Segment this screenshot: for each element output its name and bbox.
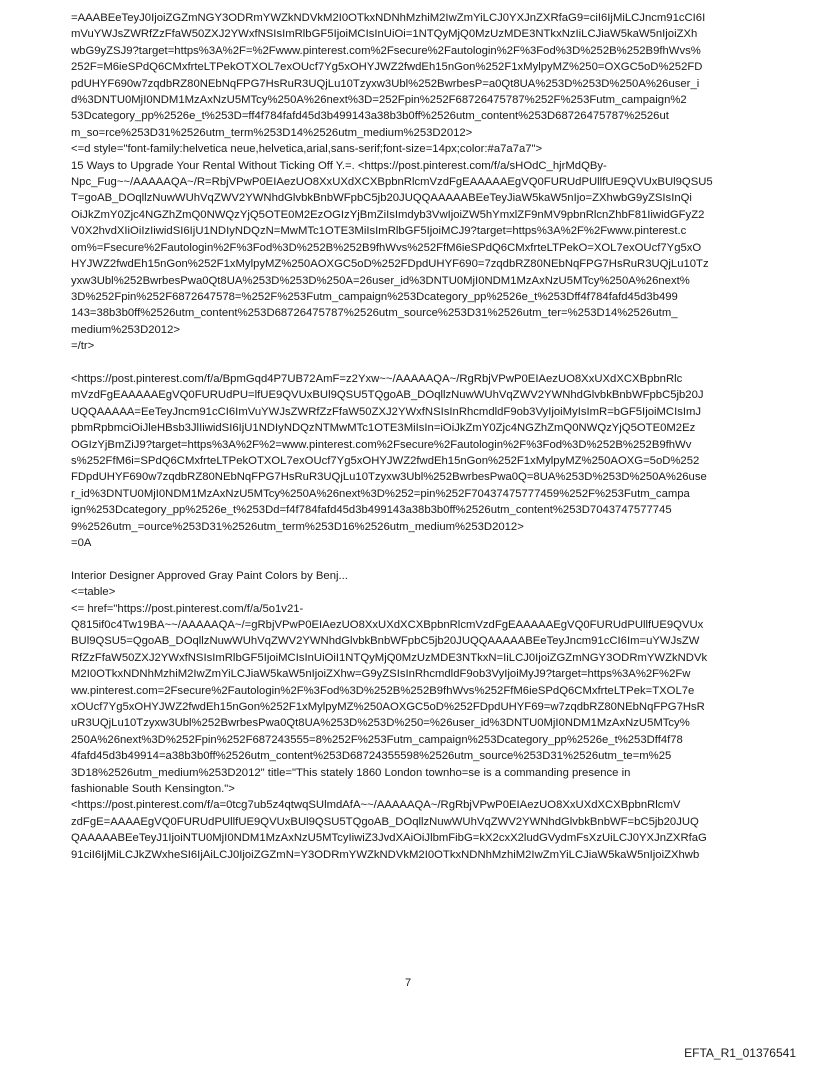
blank-line: [71, 551, 747, 567]
email-source-paragraph-2: <https://post.pinterest.com/f/a/BpmGqd4P7UB72AmF=z2Yxw~~/AAAAAQA~/RgRbjVPwP0EIAezUO8XxUXdXCXBpbnRlc mVzdFgEAAAAAEgVQ0FURUdPU=lfUE9QVUxBUl9QSU5TQgoAB_DOqllzNuwWUhVqZWV2YWNhdGlvbkBnbWFpbC5jb20J UQQAAAAA=EeTeyJncm91cCI6ImVuYWJsZWRfZzFfaW50ZXJ2YWxfNSIsInRhcmdldF9ob3VyIjoiMyIsImR=bGF5IjoiMCIsImJ pbmRpbmciOiJleHBsb3JlIiwidSI6IjU1NDIyNDQzNTMwMTc1OTE3MiIsIn=iOiJkZmY0Zjc4NGZhZmQ0NWQzYjQ5OTE0M2Ez OGIzYjBmZiJ9?target=https%3A%2F%2=www.pinterest.com%2Fsecure%2Fautologin%2F%3Fod%3D%252B%252B9fhWv s%252FfM6i=SPdQ6CMxfrteLTPekOTXOL7exOUcf7Yg5xOHYJWZ2fwdEh15nGon%252F1xMylpyMZ%250AOXG=5oD%252 FDpdUHYF690w7zqdbRZ80NEbNqFPG7HsRuR3UQjLu10Tzyxw3Ubl%252BwrbesPwa0Q=8UA%253D%253D%250A%26use r_id%3DNTU0MjI0NDM1MzAxNzU5MTcy%250A%26next%3D%252=pin%252F70437475777459%252F%253Futm_campa ign%253Dcategory_pp%2526e_t%253Dd=f4f784fafd45d3b499143a38b3b0ff%2526utm_content%253D7043747577745 9%2526utm_=ource%253D31%2526utm_term%253D16%2526utm_medium%253D2012> =0A: [71, 372, 707, 549]
page-number: 7: [404, 977, 412, 989]
document-body: [71, 10, 747, 863]
email-source-paragraph-3: Interior Designer Approved Gray Paint Colors by Benj... <=table> <= href="https://post.pinterest.com/f/a/5o1v21- Q815if0c4Tw19BA~~/AAAAAQA~/=gRbjVPwP0EIAezUO8XxUXdXCXBpbnRlcmVzdFgEAAAAAEgVQ0FURUdPUllfUE9QVUx BUl9QSU5=QgoAB_DOqllzNuwWUhVqZWV2YWNhdGlvbkBnbWFpbC5jb20JUQQAAAAABEeTeyJncm91cCI6Im=uYWJsZW RfZzFfaW50ZXJ2YWxfNSIsImRlbGF5IjoiMCIsInUiOiI1NTQyMjQ0MzUzMDE3NTkxN=IiLCJ0IjoiZGZmNGY3ODRmYWZkNDVk M2I0OTkxNDNhMzhiM2IwZmYiLCJiaW5kaW5nIjoiZXhw=G9yZSIsInRhcmdldF9ob3VyIjoiMyJ9?target=https%3A%2F%2Fw ww.pinterest.com=2Fsecure%2Fautologin%2F%3Fod%3D%252B%252B9fhWvs%252FfM6ieSPdQ6CMxfrteLTPek=TXOL7e xOUcf7Yg5xOHYJWZ2fwdEh15nGon%252F1xMylpyMZ%250AOXGC5oD%252FDpdUHYF69=w7zqdbRZ80NEbNqFPG7HsR uR3UQjLu10Tzyxw3Ubl%252BwrbesPwa0Qt8UA%253D%253D%250=%26user_id%3DNTU0MjI0NDM1MzAxNzU5MTcy% 250A%26next%3D%252Fpin%252F687243555=8%252F%253Futm_campaign%253Dcategory_pp%2526e_t%253Dff4f78 4fafd45d3b49914=a38b3b0ff%2526utm_content%253D68724355598%2526utm_source%253D31%2526utm_te=m%25 3D18%2526utm_medium%253D2012" title="This stately 1860 London townho=se is a commanding presence in fashionable South Kensington."> <https://post.pinterest.com/f/a=0tcg7ub5z4qtwqSUlmdAfA~~/AAAAAQA~/RgRbjVPwP0EIAezUO8XxUXdXCXBpbnRlcmV zdFgE=AAAAEgVQ0FURUdPUllfUE9QVUxBUl9QSU5TQgoAB_DOqllzNuwWUhVqZWV2YWNhdGlvbkBnbWF=bC5jb20JUQ QAAAAABEeTeyJ1IjoiNTU0MjI0NDM1MzAxNzU5MTcyIiwiZ3JvdXAiOiJlbmFibG=kX2cxX2ludGVydmFsXzUiLCJ0YXJnZXRfaG 91ciI6IjMiLCJkZWxheSI6IjAiLCJ0IjoiZGZmN=Y3ODRmYWZkNDVkM2I0OTkxNDNhMzhiM2IwZmYiLCJiaW5kaW5nIjoiZXhwb: [71, 569, 708, 861]
email-source-paragraph-1: =AAABEeTeyJ0IjoiZGZmNGY3ODRmYWZkNDVkM2I0OTkxNDNhMzhiM2IwZmYiLCJ0YXJnZXRfaG9=ciI6IjMiLCJncm91cCI6I mVuYWJsZWRfZzFfaW50ZXJ2YWxfNSIsImRlbGF5IjoiMCIsInUiOi=1NTQyMjQ0MzUzMDE3NTkxNzIiLCJiaW5kaW5nIjoiZXh wbG9yZSJ9?target=https%3A%2F=%2Fwww.pinterest.com%2Fsecure%2Fautologin%2F%3Fod%3D%252B%252B9fhWvs% 252F=M6ieSPdQ6CMxfrteLTPekOTXOL7exOUcf7Yg5xOHYJWZ2fwdEh15nGon%252F1xMylpyMZ%250=OXGC5oD%252FD pdUHYF690w7zqdbRZ80NEbNqFPG7HsRuR3UQjLu10Tzyxw3Ubl%252BwrbesP=a0Qt8UA%253D%253D%250A%26user_i d%3DNTU0MjI0NDM1MzAxNzU5MTcy%250A%26next%3D=252Fpin%252F68726475787%252F%253Futm_campaign%2 53Dcategory_pp%2526e_t%253D=ff4f784fafd45d3b499143a38b3b0ff%2526utm_content%253D68726475787%2526ut m_so=rce%253D31%2526utm_term%253D14%2526utm_medium%253D2012> <=d style="font-family:helvetica neue,helvetica,arial,sans-serif;font-size=14px;color:#a7a7a7"> 15 Ways to Upgrade Your Rental Without Ticking Off Y.=. <https://post.pinterest.com/f/a/sHOdC_hjrMdQBy- Npc_Fug~~/AAAAAQA~/R=RbjVPwP0EIAezUO8XxUXdXCXBpbnRlcmVzdFgEAAAAAEgVQ0FURUdPUllfUE9QVUxBUl9QSU5 T=goAB_DOqllzNuwWUhVqZWV2YWNhdGlvbkBnbWFpbC5jb20JUQQAAAAABEeTeyJiaW5kaW5nIjo=ZXhwbG9yZSIsInQi OiJkZmY0Zjc4NGZhZmQ0NWQzYjQ5OTE0M2EzOGIzYjBmZiIsImdyb3VwIjoiZW5hYmxlZF9nMV9pbnRlcnZhbF81IiwidGFyZ2 V0X2hvdXIiOiIzIiwidSI6IjU1NDIyNDQzN=MwMTc1OTE3MiIsImRlbGF5IjoiMCJ9?target=https%3A%2F%2Fwww.pinterest.c om%=Fsecure%2Fautologin%2F%3Fod%3D%252B%252B9fhWvs%252FfM6ieSPdQ6CMxfrteLTPekO=XOL7exOUcf7Yg5xO HYJWZ2fwdEh15nGon%252F1xMylpyMZ%250AOXGC5oD%252FDpdUHYF690=7zqdbRZ80NEbNqFPG7HsRuR3UQjLu10Tz yxw3Ubl%252BwrbesPwa0Qt8UA%253D%253D%250A=26user_id%3DNTU0MjI0NDM1MzAxNzU5MTcy%250A%26next% 3D%252Fpin%252F6872647578=%252F%253Futm_campaign%253Dcategory_pp%2526e_t%253Dff4f784fafd45d3b499 143=38b3b0ff%2526utm_content%253D68726475787%2526utm_source%253D31%2526utm_ter=%253D14%2526utm_ medium%253D2012> =/tr>: [71, 12, 713, 353]
blank-line: [71, 355, 747, 371]
bates-number: EFTA_R1_01376541: [684, 1046, 796, 1060]
